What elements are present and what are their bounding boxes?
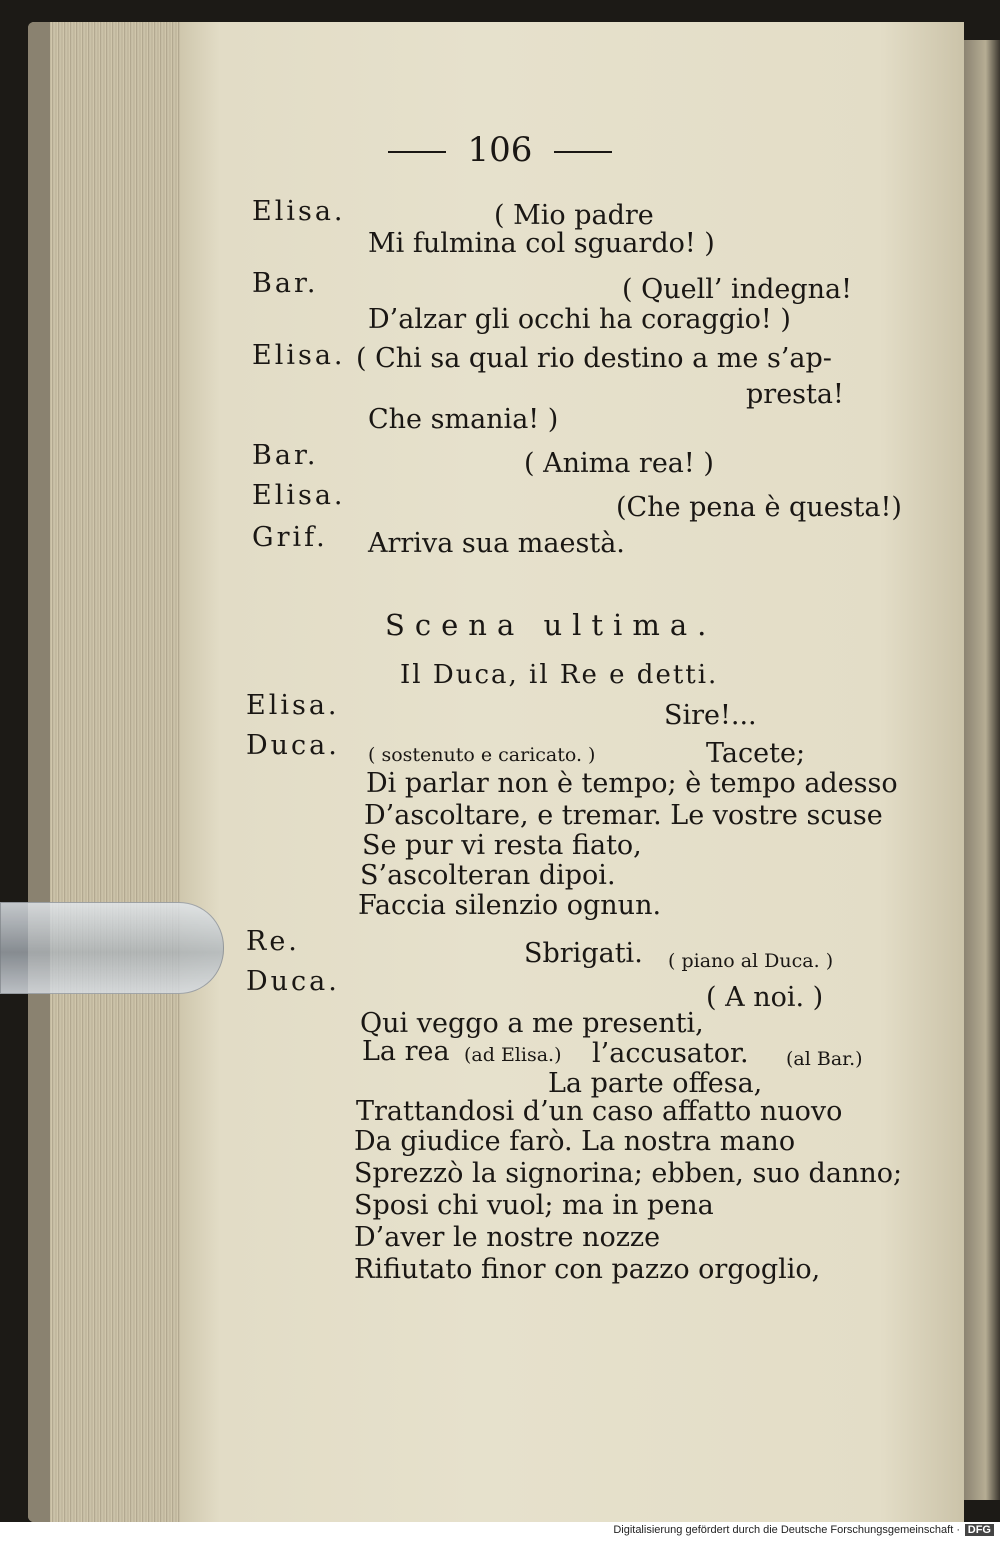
- dialogue-line: Sposi chi vuol; ma in pena: [354, 1190, 714, 1221]
- dialogue-line: D’ascoltare, e tremar. Le vostre scuse: [364, 800, 883, 831]
- stage-direction: ( piano al Duca. ): [668, 950, 834, 972]
- dialogue-line: ( A noi. ): [706, 982, 824, 1013]
- speaker-label: Bar.: [252, 268, 319, 299]
- dialogue-line: ( Mio padre: [494, 200, 654, 231]
- page-header: [0, 130, 1000, 170]
- dialogue-line: Faccia silenzio ognun.: [358, 890, 662, 921]
- header-rule-left: [388, 151, 446, 153]
- speaker-label: Duca.: [246, 966, 340, 997]
- page-number: 106: [467, 130, 533, 170]
- speaker-label: Grif.: [252, 522, 328, 553]
- dialogue-line: ( Anima rea! ): [524, 448, 714, 479]
- speaker-label: Duca.: [246, 730, 340, 761]
- dialogue-line: Di parlar non è tempo; è tempo adesso: [366, 768, 898, 799]
- page-holder-ruler: [0, 902, 224, 994]
- dialogue-line: Da giudice farò. La nostra mano: [354, 1126, 796, 1157]
- dialogue-line: (Che pena è questa!): [616, 492, 902, 523]
- dialogue-line: Se pur vi resta fiato,: [362, 830, 642, 861]
- dialogue-line: D’aver le nostre nozze: [354, 1222, 661, 1253]
- book-spine-shadow: [28, 22, 50, 1522]
- dialogue-line: Sprezzò la signorina; ebben, suo danno;: [354, 1158, 903, 1189]
- speaker-label: Elisa.: [252, 196, 346, 227]
- book-page-edges: [28, 22, 188, 1522]
- dialogue-line: D’alzar gli occhi ha coraggio! ): [368, 304, 791, 335]
- dialogue-line: Qui veggo a me presenti,: [360, 1008, 704, 1039]
- speaker-label: Elisa.: [246, 690, 340, 721]
- dfg-logo: DFG: [965, 1524, 994, 1536]
- speaker-label: Bar.: [252, 440, 319, 471]
- dialogue-line: Trattandosi d’un caso affatto nuovo: [356, 1096, 843, 1127]
- scene-cast: Il Duca, il Re e detti.: [400, 660, 719, 690]
- speaker-label: Elisa.: [252, 480, 346, 511]
- footer-bar: [0, 1522, 1000, 1542]
- dialogue-line: Rifiutato finor con pazzo orgoglio,: [354, 1254, 821, 1285]
- stage-direction: (ad Elisa.): [464, 1044, 562, 1066]
- dialogue-line: S’ascolteran dipoi.: [360, 860, 616, 891]
- speaker-label: Elisa.: [252, 340, 346, 371]
- bleed-through: [880, 215, 888, 245]
- dialogue-line: Che smania! ): [368, 404, 559, 435]
- dialogue-line: ( Chi sa qual rio destino a me s’ap-: [356, 343, 832, 374]
- speaker-label: Re.: [246, 926, 300, 957]
- stage-direction: ( sostenuto e caricato. ): [368, 744, 596, 766]
- stage-direction: (al Bar.): [786, 1048, 863, 1070]
- dialogue-line: ( Quell’ indegna!: [622, 274, 852, 305]
- dialogue-line: Tacete;: [706, 738, 806, 769]
- dialogue-line: Mi fulmina col sguardo! ): [368, 228, 715, 259]
- dialogue-line: La rea: [362, 1036, 450, 1067]
- scene-title: Scena ultima.: [385, 608, 717, 642]
- dialogue-line: presta!: [746, 379, 844, 410]
- dialogue-line: l’accusator.: [592, 1038, 749, 1069]
- dialogue-line: La parte offesa,: [548, 1068, 763, 1099]
- dialogue-line: Sbrigati.: [524, 938, 643, 969]
- header-rule-right: [554, 151, 612, 153]
- digitization-credit: Digitalisierung gefördert durch die Deutsche Forschungsgemeinschaft ·: [613, 1524, 960, 1536]
- facing-page-edge: [964, 40, 1000, 1500]
- dialogue-line: Sire!...: [664, 700, 757, 731]
- dialogue-line: Arriva sua maestà.: [368, 528, 625, 559]
